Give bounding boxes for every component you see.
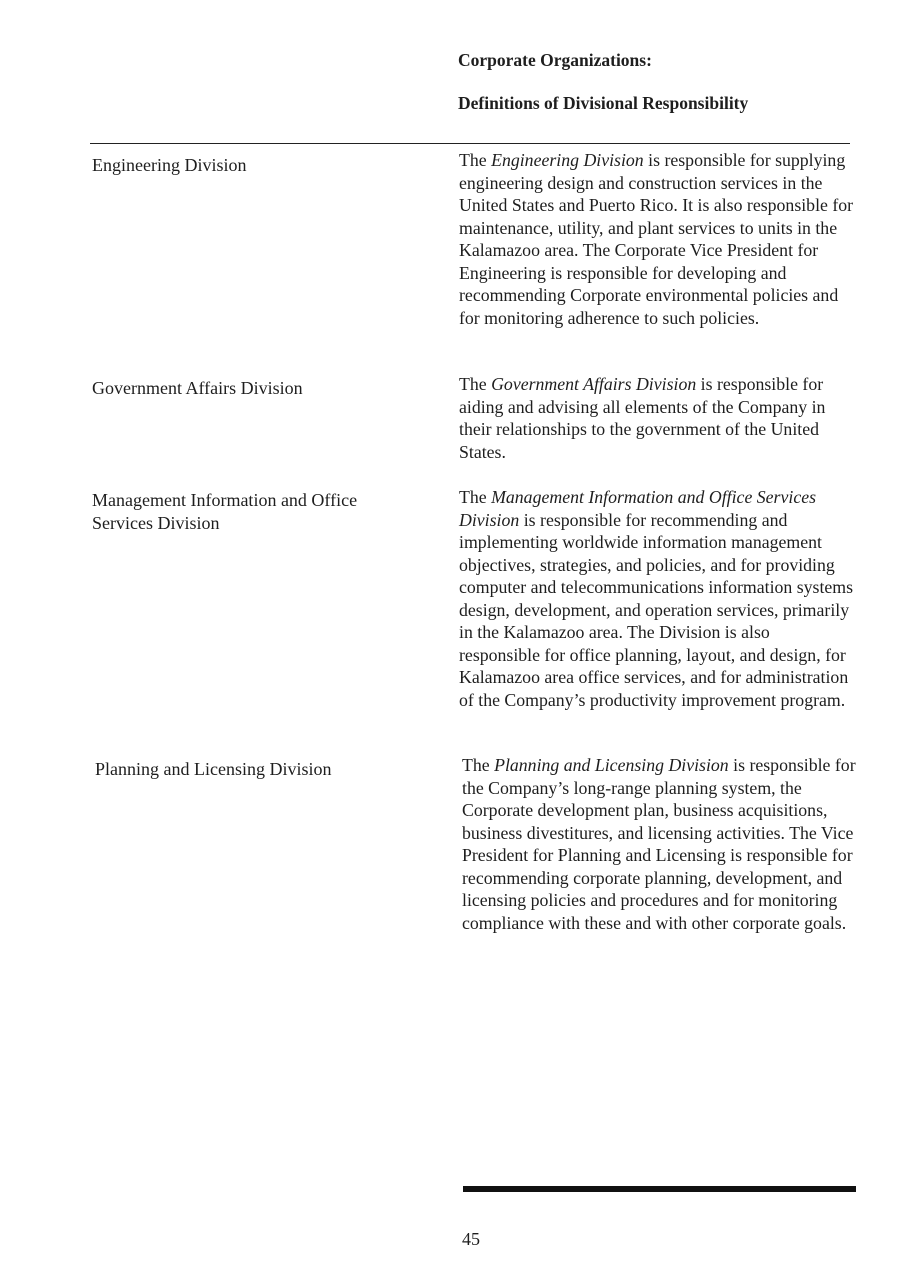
division-description-management-information [459, 486, 854, 711]
description-body: is responsible for the Company’s long-range planning system, the Corporate development plan, business acquisitions, business divestitures, and licensing activities. The Vice President for Planning and Licensing is responsible for recommending corporate planning, development, and licensing policies and procedures and for monitoring compliance with these and with other corporate goals. [462, 755, 856, 933]
page-subtitle: Definitions of Divisional Responsibility [458, 93, 749, 113]
description-body: is responsible for recommending and implementing worldwide information management objectives, strategies, and policies, and for providing computer and telecommunications information systems design, development, and operation services, primarily in the Kalamazoo area. The Division is also responsible for office planning, layout, and design, for Kalamazoo area office services, and for administration of the Company’s productivity improvement program. [459, 509, 854, 710]
description-lead: The [459, 150, 492, 170]
division-description-planning-licensing [462, 754, 857, 934]
page-title: Corporate Organizations: [458, 50, 652, 70]
division-name-italic: Engineering Division [491, 150, 644, 170]
description-lead: The [462, 755, 495, 775]
division-description-government-affairs [459, 373, 854, 463]
description-body: is responsible for supplying engineering design and construction services in the United States and Puerto Rico. It is also responsible for maintenance, utility, and plant services to units in the Kalamazoo area. The Corporate Vice President for Engineering is responsible for developing and recommending Corporate environmental policies and for monitoring adherence to such policies. [459, 150, 854, 328]
division-name-italic: Government Affairs Division [491, 374, 697, 394]
division-name-italic: Planning and Licensing Division [494, 755, 729, 775]
header-divider [90, 143, 850, 144]
footer-bar [463, 1186, 856, 1192]
description-lead: The [459, 374, 492, 394]
description-body: is responsible for aiding and advising all elements of the Company in their relationships to the government of the United States. [459, 374, 826, 462]
division-label-government-affairs: Government Affairs Division [92, 378, 303, 398]
division-label-management-information: Management Information and Office Services Division [92, 490, 358, 533]
division-name-italic: Management Information and Office Services Division [459, 487, 817, 530]
description-lead: The [459, 487, 492, 507]
page-number: 45 [462, 1229, 480, 1249]
division-label-planning-licensing: Planning and Licensing Division [95, 759, 332, 779]
division-description-engineering [459, 149, 854, 329]
division-label-engineering: Engineering Division [92, 155, 247, 175]
